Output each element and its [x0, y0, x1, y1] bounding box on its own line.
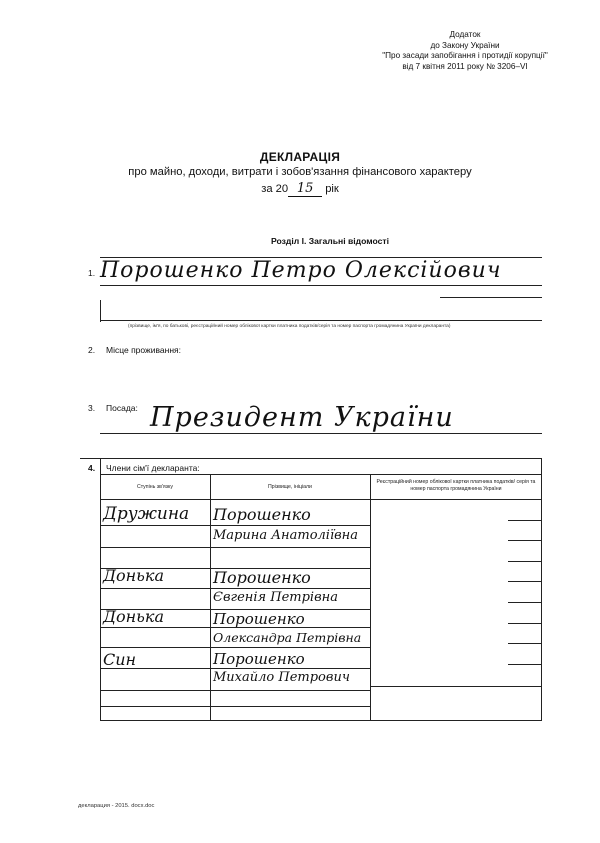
header-tax-id: Реєстраційний номер облікової картки платника податків/ серія та номер паспорта громадянина України	[376, 479, 536, 492]
item1-rule-3	[440, 297, 542, 298]
annex-line-2: до Закону України	[430, 40, 500, 50]
table-header-bottom	[100, 499, 542, 500]
tick	[508, 540, 541, 541]
declarant-name-handwritten: Порошенко Петро Олексійович	[100, 258, 502, 283]
annex-line-1: Додаток	[449, 30, 481, 39]
header-surname-initials: Прізвище, ініціали	[268, 484, 312, 490]
surname-cell: Порошенко	[213, 505, 311, 524]
year-handwritten: 15	[288, 181, 322, 197]
year-suffix: рік	[325, 183, 339, 195]
name-cell: Марина Анатоліївна	[213, 528, 358, 543]
surname-cell: Порошенко	[213, 650, 305, 668]
table-bottom-border	[100, 720, 542, 721]
relation-cell: Донька	[103, 607, 164, 626]
tick	[508, 602, 541, 603]
surname-cell: Порошенко	[213, 568, 311, 587]
tick	[508, 664, 541, 665]
name-cell: Михайло Петрович	[213, 670, 350, 685]
relation-cell: Дружина	[103, 504, 190, 524]
row-rule	[100, 647, 370, 648]
tick	[508, 623, 541, 624]
item1-caption: (прізвище, ім'я, по батькові, реєстраційний номер облікової картки платника податків/серія та номер паспорта громадянина України декларанта)	[128, 324, 451, 329]
table-left-border	[100, 458, 101, 720]
section-title: Розділ І. Загальні відомості	[270, 236, 390, 246]
item3-number: 3.	[88, 403, 96, 413]
item3-rule	[100, 433, 542, 434]
declaration-year	[0, 181, 600, 197]
document-subtitle: про майно, доходи, витрати і зобов'язання фінансового характеру	[128, 166, 472, 178]
table-header-top	[100, 474, 542, 475]
law-annex-note	[330, 30, 600, 72]
tick	[508, 561, 541, 562]
tick	[508, 581, 541, 582]
row-rule	[100, 706, 370, 707]
tick	[370, 686, 541, 687]
item1-rule-4	[100, 320, 542, 321]
year-prefix: за 20	[261, 183, 289, 195]
name-cell: Олександра Петрівна	[213, 630, 362, 645]
item2-number: 2.	[88, 345, 96, 355]
row-rule	[100, 547, 370, 548]
table-col-divider-2	[370, 474, 371, 720]
item1-rule-2	[100, 285, 542, 286]
item1-number: 1.	[88, 268, 96, 278]
file-name-footer: декларация - 2015. docx.doc	[78, 803, 155, 809]
table-right-border	[541, 458, 542, 720]
surname-cell: Порошенко	[213, 610, 305, 628]
document-title: ДЕКЛАРАЦІЯ	[259, 150, 341, 164]
position-label: Посада:	[106, 403, 138, 413]
annex-line-3: "Про засади запобігання і протидії корупції"	[382, 51, 548, 60]
row-rule	[100, 588, 370, 589]
tick	[508, 643, 541, 644]
item4-number: 4.	[88, 463, 96, 473]
relation-cell: Син	[103, 650, 137, 669]
residence-label: Місце проживання:	[106, 345, 181, 355]
annex-line-4: від 7 квітня 2011 року № 3206–VI	[402, 61, 528, 71]
table-col-divider-1	[210, 474, 211, 720]
tick	[508, 520, 541, 521]
row-rule	[100, 690, 370, 691]
name-cell: Євгенія Петрівна	[213, 590, 338, 605]
position-handwritten: Президент України	[150, 402, 454, 433]
row-rule	[100, 525, 370, 526]
family-members-label: Члени сім'ї декларанта:	[106, 463, 200, 473]
item3-bottom-rule	[80, 458, 542, 459]
relation-cell: Донька	[103, 566, 164, 585]
row-rule	[100, 668, 370, 669]
item1-left-rule	[100, 300, 101, 322]
header-relation: Ступінь зв'язку	[137, 484, 173, 490]
